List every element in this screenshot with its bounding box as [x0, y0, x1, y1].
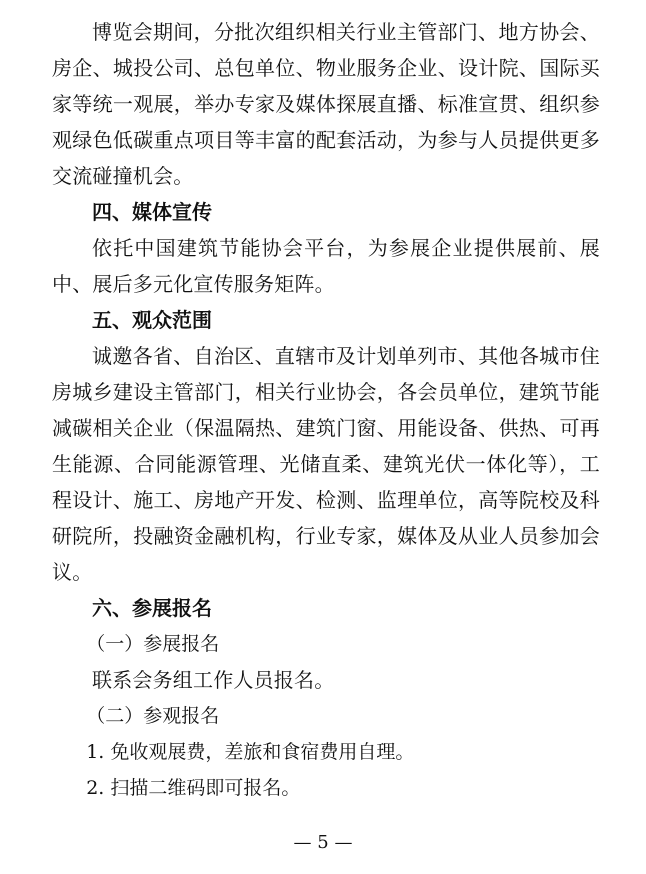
- subheading-exhibit-registration: （一）参展报名: [86, 633, 220, 655]
- visit-item-1: 1. 免收观展费，差旅和食宿费用自理。: [86, 741, 415, 763]
- section-heading-audience: 五、观众范围: [92, 308, 212, 332]
- subheading-visit-registration: （二）参观报名: [86, 705, 220, 727]
- document-page: [52, 14, 600, 806]
- audience-paragraph: 诚邀各省、自治区、直辖市及计划单列市、其他各城市住房城乡建设主管部门，相关行业协会，各会员单位，建筑节能减碳相关企业（保温隔热、建筑门窗、用能设备、供热、可再生能源、合同能源管理、光储直柔、建筑光伏一体化等），工程设计、施工、房地产开发、检测、监理单位，高等院校及科研院所，投融资金融机构，行业专家，媒体及从业人员参加会议。: [52, 344, 600, 584]
- section-heading-registration: 六、参展报名: [92, 596, 212, 620]
- media-paragraph: 依托中国建筑节能协会平台，为参展企业提供展前、展中、展后多元化宣传服务矩阵。: [52, 236, 600, 296]
- section-heading-media: 四、媒体宣传: [92, 200, 212, 224]
- page-number: — 5 —: [293, 832, 353, 853]
- exhibit-registration-paragraph: 联系会务组工作人员报名。: [92, 668, 335, 692]
- intro-paragraph: 博览会期间，分批次组织相关行业主管部门、地方协会、房企、城投公司、总包单位、物业服务企业、设计院、国际买家等统一观展，举办专家及媒体探展直播、标准宣贯、组织参观绿色低碳重点项目等丰富的配套活动，为参与人员提供更多交流碰撞机会。: [52, 20, 600, 188]
- visit-item-2: 2. 扫描二维码即可报名。: [86, 777, 301, 799]
